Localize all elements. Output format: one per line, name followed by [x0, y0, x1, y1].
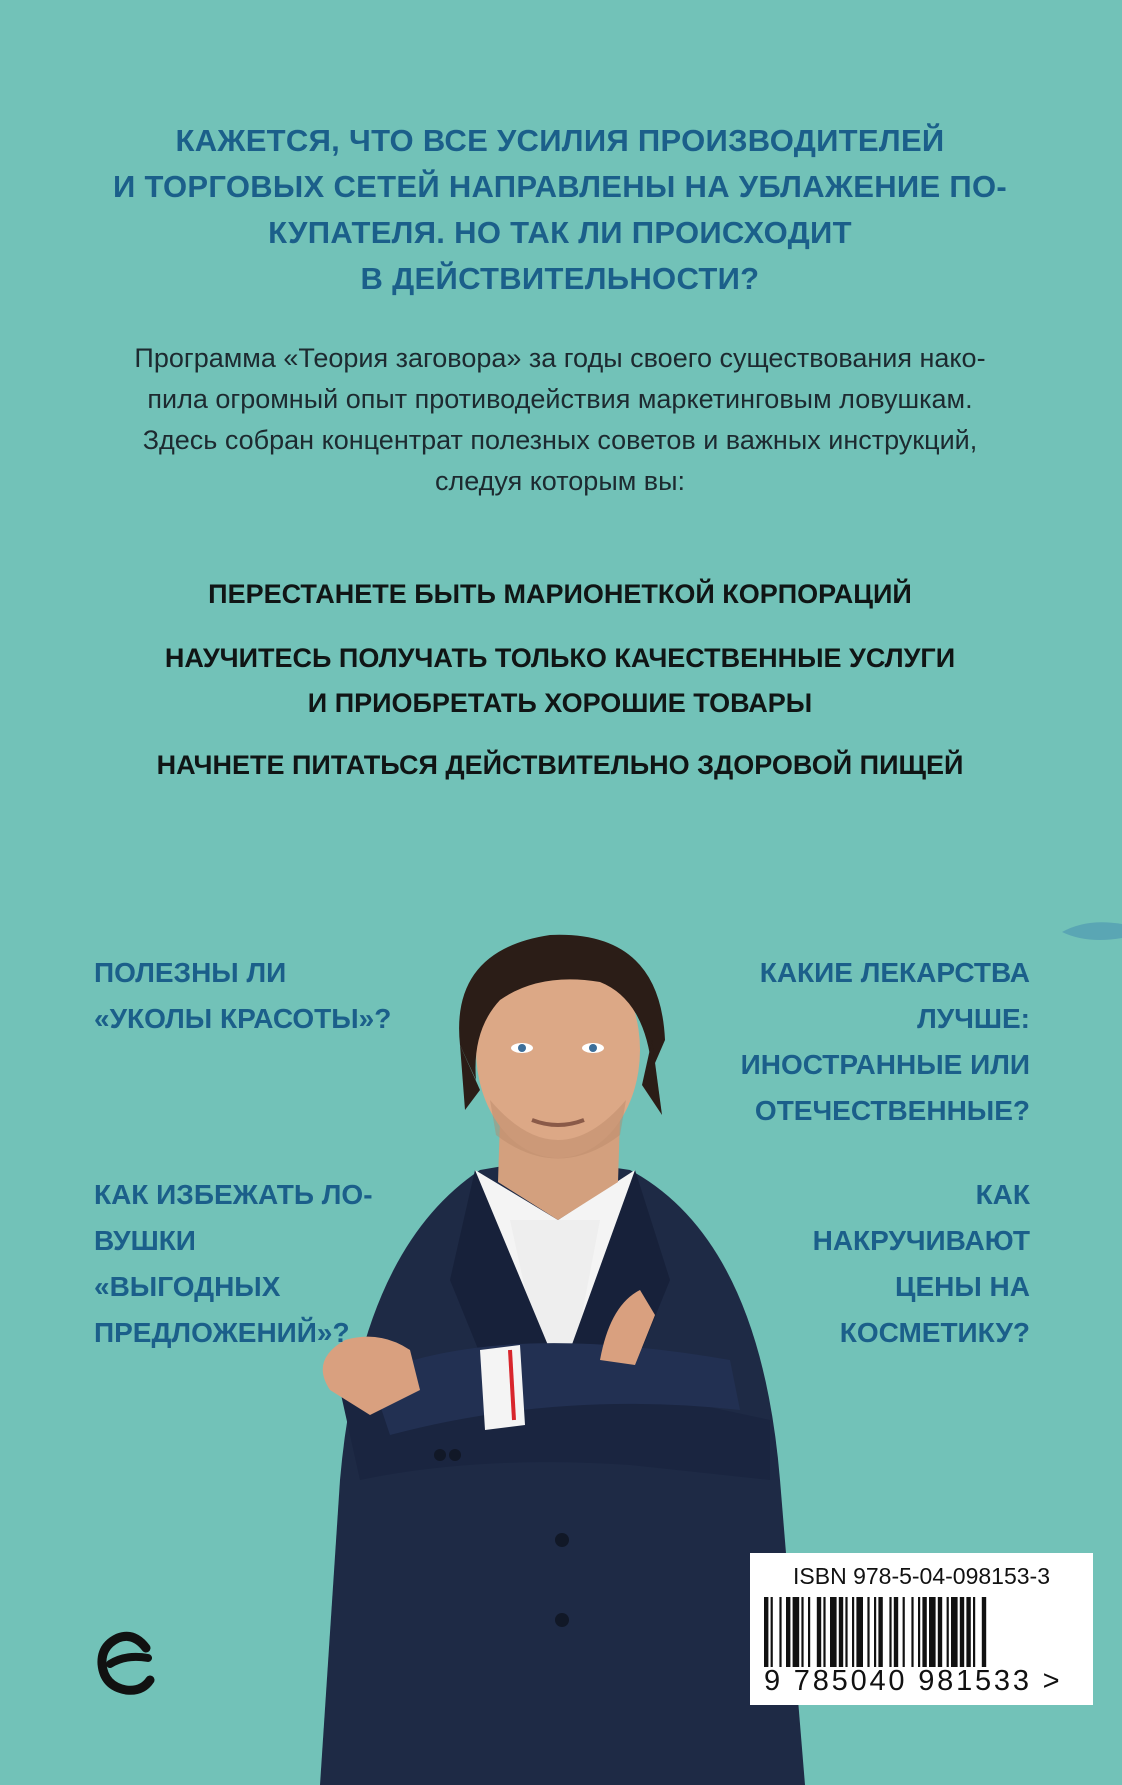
- barcode-bar: [801, 1597, 803, 1667]
- barcode-bar: [852, 1597, 854, 1667]
- benefit-item: [80, 636, 1040, 726]
- intro-line: Здесь собран концентрат полезных советов и важных инструкций,: [142, 425, 978, 455]
- question-line: КАК ИЗБЕЖАТЬ ЛО-: [94, 1179, 373, 1210]
- barcode-bar: [947, 1597, 949, 1667]
- intro-line: пила огромный опыт противодействия маркетинговым ловушкам.: [147, 384, 973, 414]
- barcode-bar: [856, 1597, 863, 1667]
- question-line: «УКОЛЫ КРАСОТЫ»?: [94, 1003, 392, 1034]
- barcode-bars: [764, 1597, 1079, 1667]
- barcode-digits: 9 785040 981533 >: [764, 1665, 1063, 1697]
- question-beauty-shots: [94, 950, 391, 1042]
- question-line: «ВЫГОДНЫХ: [94, 1271, 281, 1302]
- question-offer-trap: [94, 1172, 373, 1356]
- barcode-bar: [830, 1597, 837, 1667]
- question-line: КОСМЕТИКУ?: [839, 1317, 1030, 1348]
- question-line: ПРЕДЛОЖЕНИЙ»?: [94, 1317, 350, 1348]
- question-line: ОТЕЧЕСТВЕННЫЕ?: [754, 1095, 1030, 1126]
- question-medicines: [741, 950, 1030, 1134]
- barcode-bar: [808, 1597, 810, 1667]
- barcode-bar: [786, 1597, 790, 1667]
- benefit-line: И ПРИОБРЕТАТЬ ХОРОШИЕ ТОВАРЫ: [307, 688, 813, 718]
- barcode-bar: [960, 1597, 964, 1667]
- barcode-bar: [867, 1597, 869, 1667]
- barcode-bar: [929, 1597, 936, 1667]
- barcode-bar: [918, 1597, 920, 1667]
- barcode-bar: [845, 1597, 847, 1667]
- headline-line: КУПАТЕЛЯ. НО ТАК ЛИ ПРОИСХОДИТ: [268, 215, 852, 250]
- question-line: ПОЛЕЗНЫ ЛИ: [94, 957, 287, 988]
- intro-line: следуя которым вы:: [434, 466, 686, 496]
- intro-line: Программа «Теория заговора» за годы своего существования нако-: [134, 343, 986, 373]
- barcode-bar: [982, 1597, 986, 1667]
- barcode-bar: [839, 1597, 843, 1667]
- question-line: ЦЕНЫ НА: [895, 1271, 1030, 1302]
- barcode-bar: [922, 1597, 926, 1667]
- headline-line: КАЖЕТСЯ, ЧТО ВСЕ УСИЛИЯ ПРОИЗВОДИТЕЛЕЙ: [175, 123, 945, 158]
- barcode-bar: [878, 1597, 882, 1667]
- question-line: ИНОСТРАННЫЕ ИЛИ: [740, 1049, 1030, 1080]
- benefit-line: НАЧНЕТЕ ПИТАТЬСЯ ДЕЙСТВИТЕЛЬНО ЗДОРОВОЙ ПИЩЕЙ: [156, 750, 964, 780]
- question-line: НАКРУЧИВАЮТ: [812, 1225, 1030, 1256]
- barcode-bar: [894, 1597, 898, 1667]
- question-line: ВУШКИ: [94, 1225, 196, 1256]
- barcode-bar: [771, 1597, 773, 1667]
- barcode-bar: [966, 1597, 970, 1667]
- headline-line: И ТОРГОВЫХ СЕТЕЙ НАПРАВЛЕНЫ НА УБЛАЖЕНИЕ ПО-: [113, 169, 1007, 204]
- barcode-bar: [911, 1597, 913, 1667]
- question-cosmetics-prices: [813, 1172, 1030, 1356]
- barcode-bar: [951, 1597, 958, 1667]
- benefit-item: [80, 743, 1040, 788]
- barcode-bar: [823, 1597, 825, 1667]
- intro-paragraph: [110, 338, 1010, 502]
- question-line: КАК: [975, 1179, 1030, 1210]
- barcode-bar: [874, 1597, 876, 1667]
- barcode-bar: [903, 1597, 905, 1667]
- fish-icon: [1062, 918, 1122, 944]
- question-line: КАКИЕ ЛЕКАРСТВА: [759, 957, 1030, 988]
- barcode-bar: [973, 1597, 975, 1667]
- barcode-bar: [779, 1597, 781, 1667]
- barcode-bar: [938, 1597, 942, 1667]
- headline-line: В ДЕЙСТВИТЕЛЬНОСТИ?: [360, 261, 760, 296]
- eksmo-e-logo-icon: [96, 1628, 156, 1698]
- barcode-bar: [764, 1597, 768, 1667]
- benefit-item: [80, 572, 1040, 617]
- barcode-bar: [889, 1597, 891, 1667]
- benefit-line: ПЕРЕСТАНЕТЕ БЫТЬ МАРИОНЕТКОЙ КОРПОРАЦИЙ: [208, 579, 912, 609]
- isbn-barcode: [750, 1553, 1093, 1705]
- headline: [110, 118, 1010, 302]
- question-line: ЛУЧШЕ:: [917, 1003, 1030, 1034]
- barcode-bar: [793, 1597, 800, 1667]
- barcode-bar: [817, 1597, 821, 1667]
- benefit-line: НАУЧИТЕСЬ ПОЛУЧАТЬ ТОЛЬКО КАЧЕСТВЕННЫЕ УСЛУГИ: [164, 643, 956, 673]
- isbn-number: ISBN 978-5-04-098153-3: [793, 1563, 1050, 1589]
